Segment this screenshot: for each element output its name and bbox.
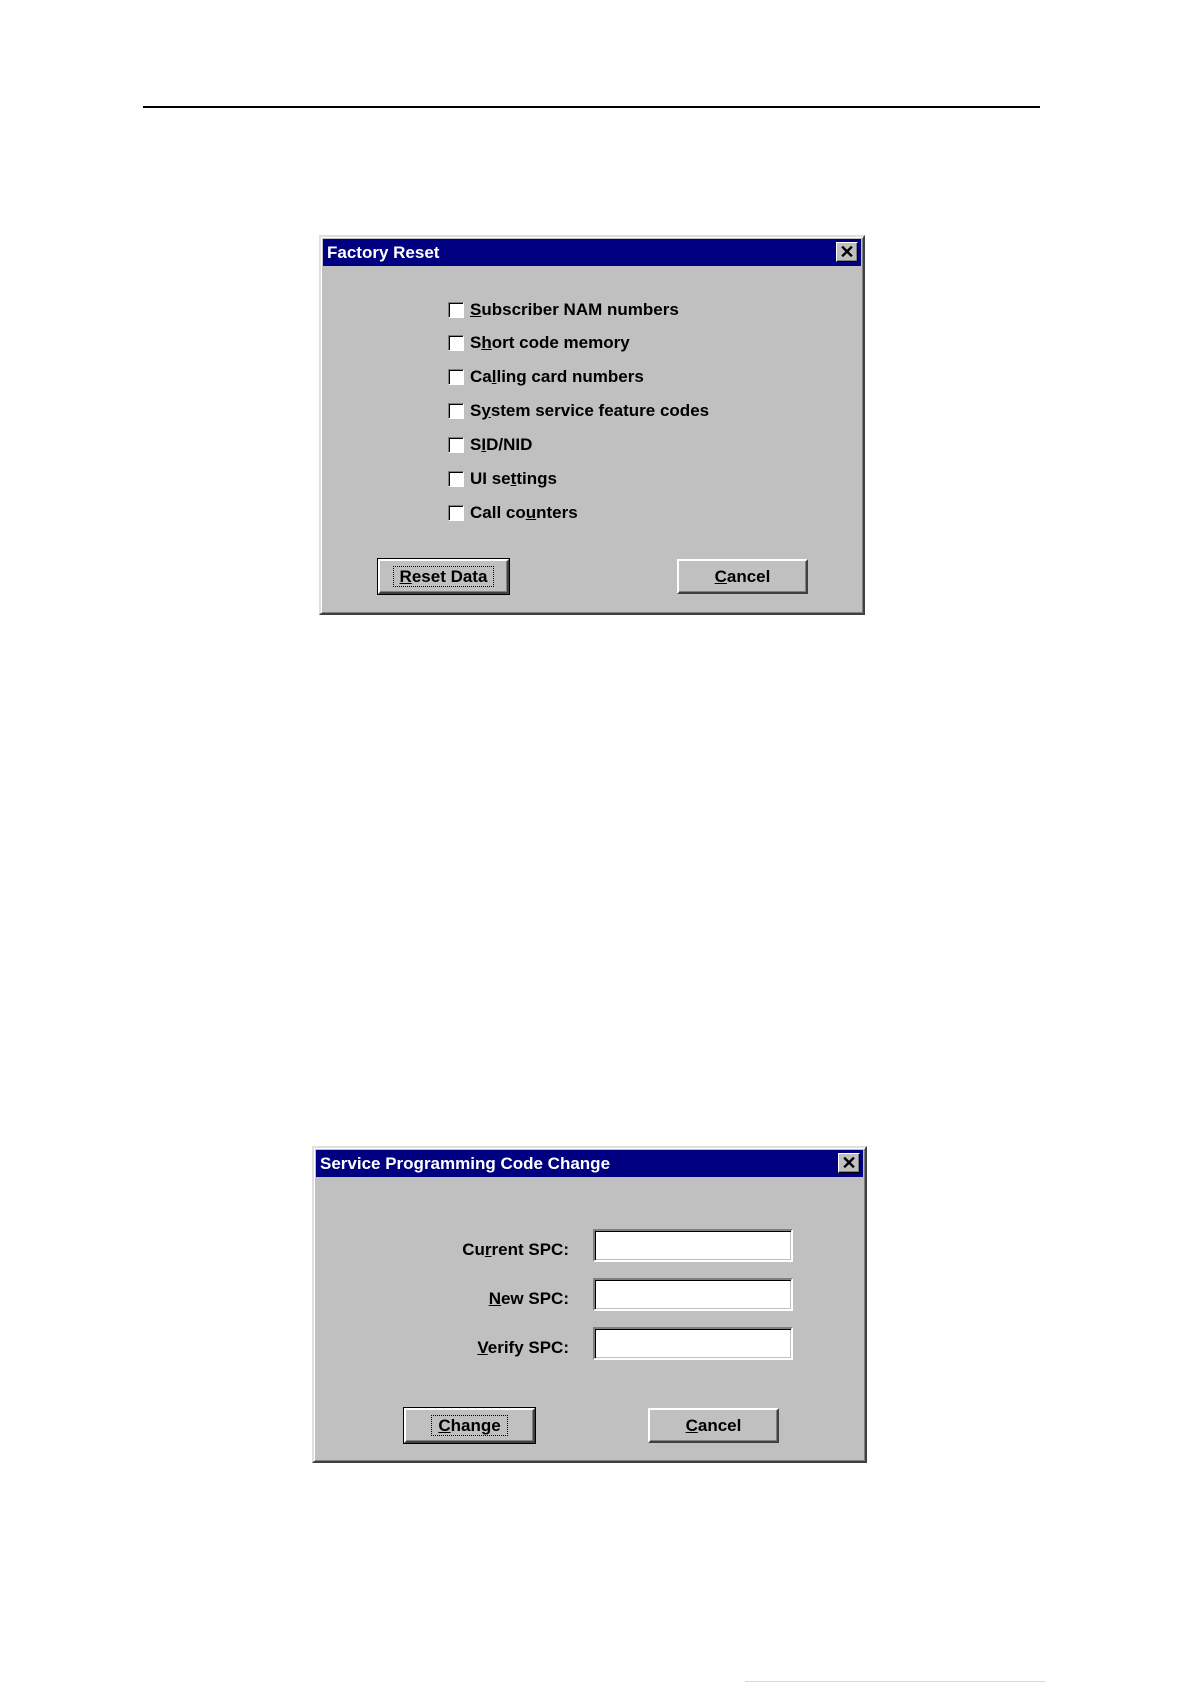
page-footer-rule (745, 1681, 1045, 1682)
spc-change-title: Service Programming Code Change (320, 1154, 611, 1173)
spc-change-titlebar[interactable] (316, 1150, 863, 1177)
checkbox-label: Short code memory (470, 333, 630, 352)
checkbox-ui-settings[interactable] (448, 468, 557, 490)
checkbox-box[interactable] (448, 302, 464, 318)
close-icon[interactable]: ✕ (836, 242, 858, 262)
change-button[interactable]: Change (404, 1408, 535, 1443)
checkbox-call-counters[interactable] (448, 502, 578, 524)
current-spc-label: Current SPC: (462, 1240, 569, 1259)
checkbox-label: Subscriber NAM numbers (470, 300, 679, 319)
checkbox-box[interactable] (448, 437, 464, 453)
checkbox-box[interactable] (448, 505, 464, 521)
checkbox-label: SID/NID (470, 435, 533, 454)
checkbox-system-service-feature-codes[interactable] (448, 400, 709, 422)
checkbox-label: Call counters (470, 503, 578, 522)
factory-reset-title: Factory Reset (327, 243, 440, 262)
close-icon[interactable]: ✕ (838, 1153, 860, 1173)
cancel-button[interactable]: Cancel (648, 1408, 779, 1443)
factory-reset-titlebar[interactable] (323, 239, 861, 266)
spc-change-dialog (312, 1146, 867, 1463)
checkbox-label: Calling card numbers (470, 367, 644, 386)
new-spc-input[interactable] (593, 1278, 793, 1311)
checkbox-label: System service feature codes (470, 401, 710, 420)
checkbox-box[interactable] (448, 369, 464, 385)
checkbox-sid-nid[interactable] (448, 434, 532, 456)
verify-spc-label: Verify SPC: (477, 1338, 569, 1357)
checkbox-box[interactable] (448, 471, 464, 487)
checkbox-subscriber-nam[interactable] (448, 299, 679, 321)
page-header-rule (143, 106, 1040, 108)
checkbox-box[interactable] (448, 335, 464, 351)
reset-data-button[interactable]: Reset Data (378, 559, 509, 594)
verify-spc-input[interactable] (593, 1327, 793, 1360)
checkbox-calling-card-numbers[interactable] (448, 366, 644, 388)
cancel-button[interactable]: Cancel (677, 559, 808, 594)
checkbox-label: UI settings (470, 469, 557, 488)
factory-reset-dialog (319, 235, 865, 615)
new-spc-label: New SPC: (488, 1289, 569, 1308)
checkbox-box[interactable] (448, 403, 464, 419)
current-spc-input[interactable] (593, 1229, 793, 1262)
checkbox-short-code-memory[interactable] (448, 332, 630, 354)
